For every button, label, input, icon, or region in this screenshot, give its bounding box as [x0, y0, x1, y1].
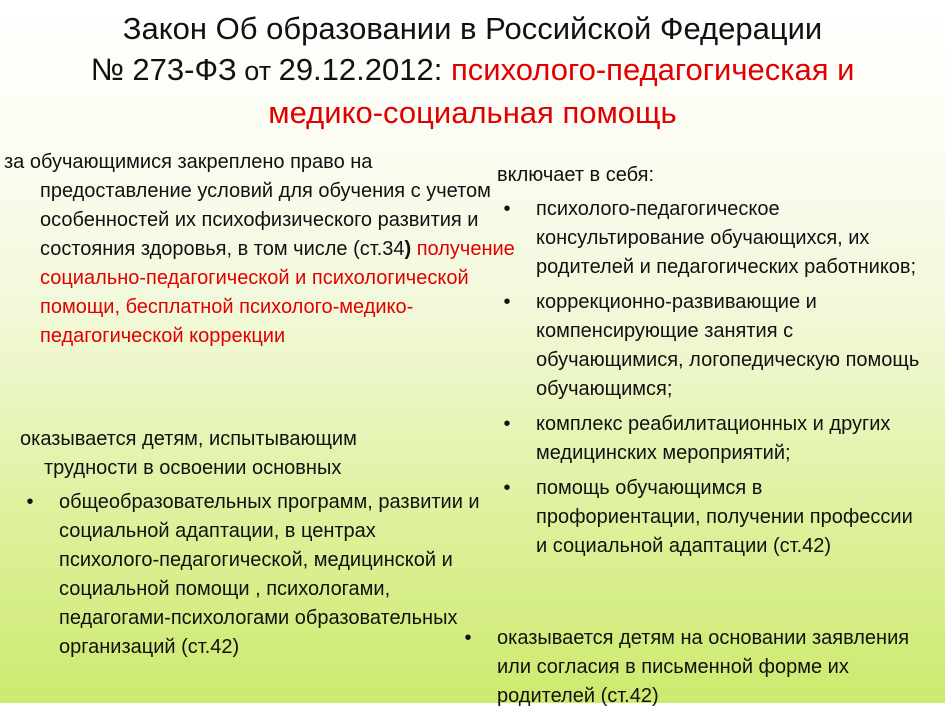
- list-item: [497, 195, 929, 282]
- list-item: [497, 288, 929, 404]
- list-item-text: коррекционно-развивающие и компенсирующие занятия с обучающимися, логопедическую помощь обучающимся;: [536, 291, 920, 400]
- title-from: от: [236, 56, 279, 86]
- list-item: [458, 624, 938, 711]
- list-item-text: помощь обучающимся в профориентации, получении профессии и социальной адаптации (ст.42): [536, 477, 913, 557]
- list-item: [20, 488, 480, 662]
- list-item: [497, 410, 929, 468]
- bullet-icon: •: [503, 477, 511, 499]
- right-includes-label: [497, 161, 917, 190]
- left-intro-text: за обучающимися закреплено право на предоставление условий для обучения с учетом особенностей их психофизического развития и состояния здоровья, в том числе (ст.34: [4, 151, 491, 260]
- law-number: № 273-ФЗ: [90, 52, 237, 87]
- title-colon: :: [433, 52, 443, 87]
- left-intro-paren: ): [404, 238, 412, 260]
- list-item-text: оказывается детям на основании заявления или согласия в письменной форме их родителей (ст.42): [497, 627, 910, 707]
- law-date: 29.12.2012: [278, 52, 434, 87]
- right-bullet-list: [497, 195, 929, 561]
- bullet-icon: •: [26, 491, 34, 513]
- left-intro-red-text: получение социально-педагогической и психологической помощи, бесплатной психолого-медико-педагогической коррекции: [40, 238, 515, 347]
- bullet-icon: •: [503, 291, 511, 313]
- bullet-icon: •: [464, 627, 472, 649]
- includes-label-text: включает в себя:: [497, 164, 655, 186]
- title-topic-2: медико-социальная помощь: [268, 95, 677, 130]
- list-item-text: комплекс реабилитационных и других медицинских мероприятий;: [536, 413, 891, 464]
- list-item-text: психолого-педагогическое консультирование обучающихся, их родителей и педагогических работников;: [536, 198, 917, 278]
- list-item: [497, 474, 929, 561]
- left-bullet-list: [20, 488, 480, 662]
- title-line-1: Закон Об образовании в Российской Федерации: [122, 11, 823, 46]
- bullet-icon: •: [503, 198, 511, 220]
- left-provided-text: оказывается детям, испытывающим трудности в освоении основных: [20, 428, 357, 479]
- bullet-icon: •: [503, 413, 511, 435]
- left-provided-paragraph: [20, 425, 454, 483]
- right-last-bullet-list: [458, 624, 938, 711]
- left-intro-paragraph: [4, 148, 518, 351]
- title-topic-1: психолого-педагогическая и: [442, 52, 855, 87]
- slide-title: [0, 8, 945, 133]
- list-item-text: общеобразовательных программ, развитии и социальной адаптации, в центрах психолого-педагогической, медицинской и социальной помощи , психологами, педагогами-психологами образовательных организаций (ст.42): [59, 491, 480, 658]
